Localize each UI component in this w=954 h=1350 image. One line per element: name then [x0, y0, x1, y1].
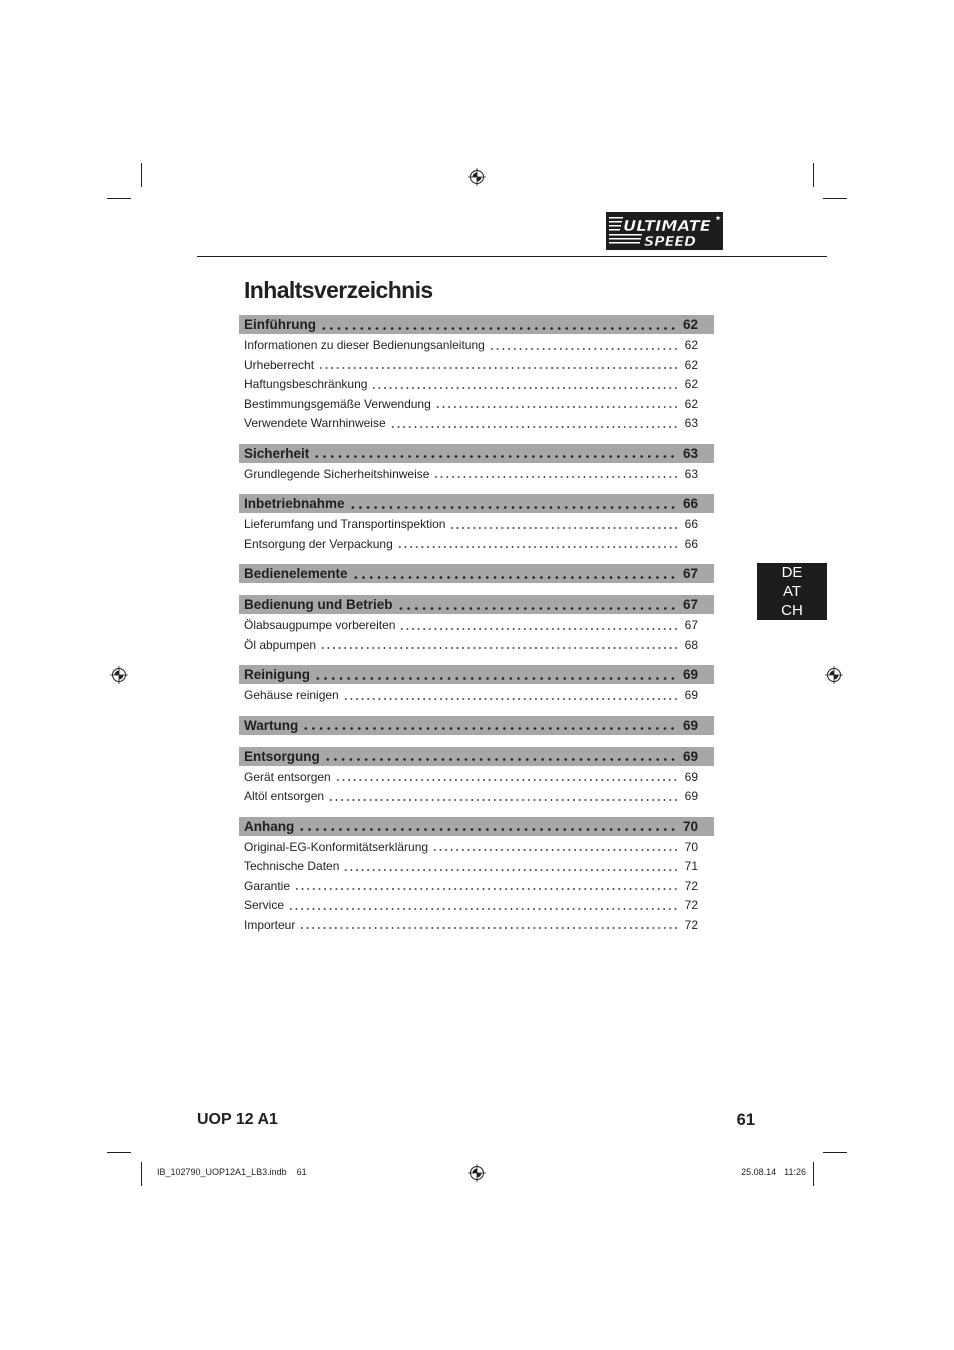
toc-entry-label: Gehäuse reinigen — [244, 688, 339, 702]
dot-leader — [299, 916, 678, 936]
ultimate-speed-logo — [606, 212, 723, 250]
toc-section-page: 66 — [682, 496, 698, 511]
page-title: Inhaltsverzeichnis — [244, 277, 433, 303]
toc-section-page: 67 — [682, 566, 698, 581]
toc-entry-page: 66 — [684, 517, 698, 531]
dot-leader — [335, 768, 679, 788]
toc-entry-page: 72 — [684, 878, 698, 893]
dot-leader — [320, 636, 679, 656]
dot-leader — [288, 896, 679, 916]
toc-section-header — [239, 665, 714, 684]
toc-entry-label: Öl abpumpen — [244, 637, 317, 652]
toc-section-header — [239, 595, 714, 614]
dot-leader — [432, 838, 679, 858]
crop-mark — [141, 163, 142, 187]
crop-mark — [107, 1152, 131, 1153]
toc-entry — [239, 515, 714, 535]
dot-leader — [371, 375, 678, 395]
toc-section-title: Wartung — [244, 717, 299, 733]
toc-section-title: Anhang — [244, 818, 295, 834]
toc-entry-label: Original-EG-Konformitätserklärung — [244, 839, 429, 854]
registration-mark-icon — [467, 167, 487, 187]
toc-entry — [239, 616, 714, 636]
toc-entry-page: 66 — [684, 536, 698, 551]
dot-leader — [328, 787, 679, 807]
toc-entry-page: 69 — [684, 769, 698, 784]
dot-leader — [352, 564, 677, 583]
dot-leader — [435, 395, 679, 415]
table-of-contents — [239, 315, 714, 945]
toc-entry-page: 69 — [684, 789, 698, 803]
dot-leader — [313, 444, 677, 463]
toc-entry-label: Technische Daten — [244, 859, 340, 873]
toc-section-header — [239, 817, 714, 836]
toc-entry-label: Gerät entsorgen — [244, 769, 331, 784]
footer-page-number: 61 — [736, 1111, 755, 1129]
toc-entries — [239, 513, 714, 554]
toc-entry-label: Importeur — [244, 917, 296, 932]
toc-entry — [239, 838, 714, 858]
toc-entry — [239, 414, 714, 434]
toc-section-page: 63 — [682, 445, 698, 461]
toc-section — [239, 315, 714, 434]
toc-entry-label: Service — [244, 898, 285, 912]
toc-section-title: Bedienung und Betrieb — [244, 597, 393, 612]
toc-entry-label: Grundlegende Sicherheitshinweise — [244, 466, 430, 481]
registration-mark-icon — [109, 665, 129, 685]
slug-file-name: IB_102790_UOP12A1_LB3.indb — [157, 1167, 287, 1177]
slug-date: 25.08.14 — [741, 1167, 777, 1177]
toc-entry — [239, 916, 714, 936]
dot-leader — [433, 465, 678, 485]
toc-entry-label: Ölabsaugpumpe vorbereiten — [244, 618, 396, 632]
slug-time: 11:26 — [784, 1167, 806, 1177]
language-code: AT — [782, 583, 802, 600]
toc-section-page: 62 — [682, 317, 698, 332]
toc-entry-page: 67 — [684, 618, 698, 632]
toc-entry — [239, 877, 714, 897]
crop-mark — [823, 198, 847, 199]
toc-section — [239, 444, 714, 485]
toc-entry-page: 62 — [684, 377, 698, 391]
toc-entry-label: Lieferumfang und Transportinspektion — [244, 517, 446, 531]
dot-leader — [397, 535, 679, 555]
dot-leader — [343, 686, 679, 706]
crop-mark — [141, 1162, 142, 1186]
language-code: DE — [781, 564, 803, 581]
toc-entry — [239, 356, 714, 376]
toc-entry-label: Urheberrecht — [244, 357, 315, 372]
dot-leader — [343, 857, 678, 877]
toc-entries — [239, 735, 714, 737]
dot-leader — [390, 414, 679, 434]
registration-mark-icon — [467, 1163, 487, 1183]
toc-entries — [239, 463, 714, 485]
toc-entry-page: 72 — [684, 917, 698, 932]
toc-entry-label: Garantie — [244, 878, 291, 893]
toc-entry — [239, 686, 714, 706]
crop-mark — [823, 1152, 847, 1153]
toc-section-header — [239, 315, 714, 334]
dot-leader — [324, 747, 677, 766]
dot-leader — [318, 356, 679, 376]
dot-leader — [302, 716, 677, 735]
toc-section — [239, 564, 714, 585]
dot-leader — [449, 515, 678, 535]
toc-entry — [239, 896, 714, 916]
toc-section-title: Einführung — [244, 317, 316, 332]
toc-section — [239, 747, 714, 807]
toc-entry — [239, 535, 714, 555]
toc-entries — [239, 766, 714, 807]
crop-mark — [813, 163, 814, 187]
toc-section-page: 69 — [682, 667, 698, 682]
toc-section-title: Bedienelemente — [244, 566, 348, 581]
toc-section-title: Inbetriebnahme — [244, 496, 345, 511]
toc-entry-page: 72 — [684, 898, 698, 912]
toc-entry — [239, 787, 714, 807]
toc-entry-page: 62 — [684, 338, 698, 352]
toc-entry-page: 63 — [684, 466, 698, 481]
toc-section — [239, 716, 714, 737]
logo-wordmark-top: ULTIMATE — [623, 217, 712, 235]
toc-section-page: 70 — [682, 818, 698, 834]
toc-entry — [239, 636, 714, 656]
dot-leader — [298, 817, 677, 836]
logo-wordmark-bottom: SPEED — [644, 235, 697, 250]
language-code: CH — [781, 602, 803, 619]
header-rule — [197, 256, 827, 257]
toc-entry-label: Entsorgung der Verpackung — [244, 536, 393, 551]
dot-leader — [399, 616, 678, 636]
slug-page: 61 — [296, 1167, 307, 1177]
toc-section-page: 69 — [682, 748, 698, 764]
toc-entry — [239, 768, 714, 788]
toc-section-page: 69 — [682, 717, 698, 733]
toc-entry — [239, 336, 714, 356]
toc-entry-page: 70 — [684, 839, 698, 854]
toc-section-header — [239, 444, 714, 463]
toc-section — [239, 817, 714, 936]
toc-entry-page: 62 — [684, 357, 698, 372]
toc-entry — [239, 465, 714, 485]
toc-entries — [239, 614, 714, 655]
language-tab — [757, 563, 827, 620]
toc-section-header — [239, 494, 714, 513]
toc-entry-page: 68 — [684, 637, 698, 652]
crop-mark — [813, 1162, 814, 1186]
toc-entry-label: Verwendete Warnhinweise — [244, 416, 386, 430]
print-slug-timestamp — [741, 1166, 806, 1178]
toc-entry-page: 63 — [684, 416, 698, 430]
toc-entry-label: Informationen zu dieser Bedienungsanleitung — [244, 338, 485, 352]
toc-entries — [239, 583, 714, 585]
toc-entry — [239, 375, 714, 395]
toc-entries — [239, 334, 714, 434]
toc-section-title: Entsorgung — [244, 748, 320, 764]
toc-section — [239, 494, 714, 554]
toc-entries — [239, 684, 714, 706]
toc-section-header — [239, 747, 714, 766]
dot-leader — [349, 494, 677, 513]
toc-entry-label: Bestimmungsgemäße Verwendung — [244, 396, 431, 411]
toc-section — [239, 665, 714, 706]
toc-entry-label: Altöl entsorgen — [244, 789, 325, 803]
toc-entry-page: 62 — [684, 396, 698, 411]
toc-entry — [239, 395, 714, 415]
toc-entry-page: 71 — [684, 859, 698, 873]
registration-mark-icon — [824, 665, 844, 685]
toc-section-title: Reinigung — [244, 667, 310, 682]
toc-section-header — [239, 564, 714, 583]
toc-section-page: 67 — [682, 597, 698, 612]
toc-section-title: Sicherheit — [244, 445, 310, 461]
dot-leader — [314, 665, 677, 684]
print-slug-file — [157, 1166, 307, 1178]
dot-leader — [294, 877, 679, 897]
dot-leader — [320, 315, 677, 334]
toc-entries — [239, 836, 714, 936]
toc-entry-page: 69 — [684, 688, 698, 702]
toc-entry — [239, 857, 714, 877]
footer-model-name: UOP 12 A1 — [197, 1111, 278, 1128]
crop-mark — [107, 198, 131, 199]
dot-leader — [489, 336, 679, 356]
toc-entry-label: Haftungsbeschränkung — [244, 377, 368, 391]
toc-section-header — [239, 716, 714, 735]
toc-section — [239, 595, 714, 655]
dot-leader — [397, 595, 677, 614]
